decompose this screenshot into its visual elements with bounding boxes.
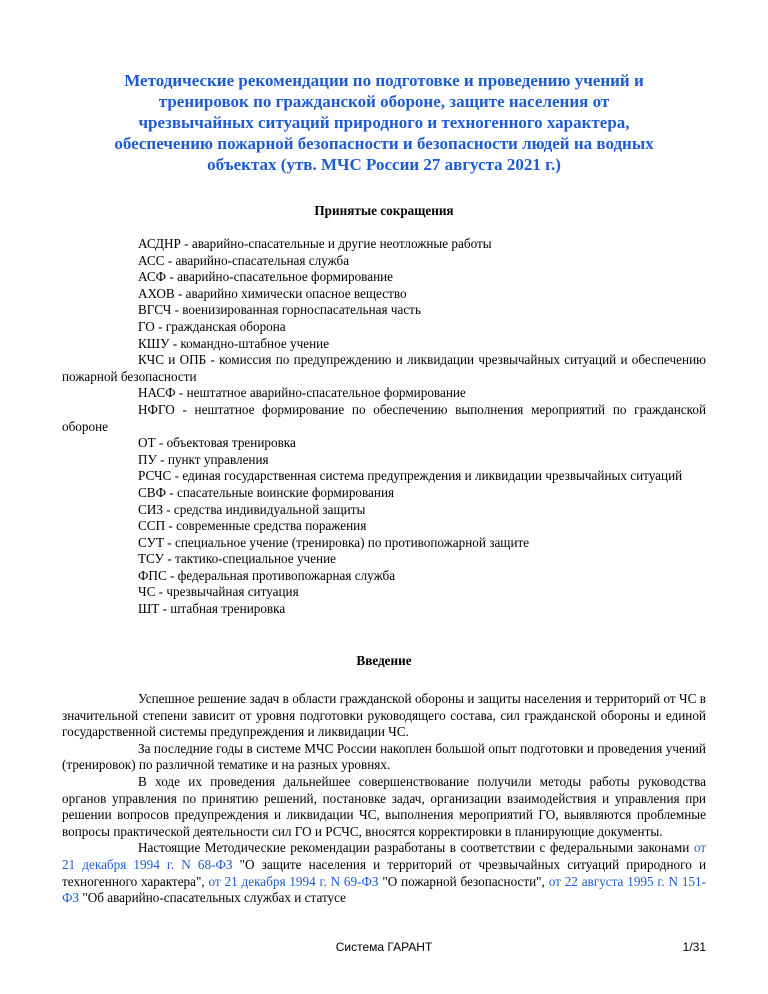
list-item: АСС - аварийно-спасательная служба bbox=[138, 252, 350, 268]
list-item: АХОВ - аварийно химически опасное вещество bbox=[138, 285, 407, 301]
list-item: ССП - современные средства поражения bbox=[138, 518, 367, 534]
list-item: СИЗ - средства индивидуальной защиты bbox=[138, 501, 366, 517]
intro-paragraph-laws bbox=[62, 840, 706, 906]
list-item: СУТ - специальное учение (тренировка) по противопожарной защите bbox=[138, 534, 530, 550]
abbreviations-heading: Принятые сокращения bbox=[314, 203, 454, 218]
text-span: Настоящие Методические рекомендации разработаны в соответствии с федеральными законами bbox=[138, 840, 694, 856]
list-item: РСЧС - единая государственная система предупреждения и ликвидации чрезвычайных ситуаций bbox=[138, 468, 683, 484]
list-item: ТСУ - тактико-специальное учение bbox=[138, 551, 337, 567]
text-span: "Об аварийно-спасательных службах и статусе bbox=[79, 890, 346, 906]
list-item: АСДНР - аварийно-спасательные и другие неотложные работы bbox=[138, 236, 492, 251]
list-item: АСФ - аварийно-спасательное формирование bbox=[138, 269, 394, 285]
law-link-68fz[interactable]: от 21 декабря 1994 г. N 68-ФЗ bbox=[62, 840, 706, 872]
list-item: НАСФ - нештатное аварийно-спасательное формирование bbox=[138, 385, 466, 401]
list-item: ГО - гражданская оборона bbox=[138, 318, 286, 334]
list-item: ПУ - пункт управления bbox=[138, 451, 269, 467]
list-item: ШТ - штабная тренировка bbox=[138, 601, 286, 617]
text-span: "О защите населения и территорий от чрезвычайных ситуаций природного и техногенного характера", bbox=[62, 856, 707, 889]
document-title: Методические рекомендации по подготовке и проведению учений и тренировок по гражданской обороне, защите населения от чрезвычайных ситуаций природного и техногенного характера, обеспечению пожарной безопасности и безопасности людей на водных объектах (утв. МЧС России 27 августа 2021 г.) bbox=[114, 71, 654, 174]
page-number: 1/31 bbox=[682, 940, 706, 954]
intro-paragraph: За последние годы в системе МЧС России накоплен большой опыт подготовки и проведения учений (тренировок) по различной тематике и на разных уровнях. bbox=[62, 740, 706, 773]
list-item: СВФ - спасательные воинские формирования bbox=[138, 484, 395, 500]
law-link-69fz[interactable]: от 21 декабря 1994 г. N 69-ФЗ bbox=[208, 873, 379, 889]
intro-paragraph: В ходе их проведения дальнейшее совершенствование получили методы работы руководства органов управления по принятию решений, постановке задач, организации взаимодействия и управления при решении вопросов предупреждения и ликвидации ЧС, выполнения мероприятий ГО, выявляются проблемные вопросы практической деятельности сил ГО и РСЧС, вносятся корректировки в планирующие документы. bbox=[62, 773, 706, 839]
intro-heading: Введение bbox=[356, 653, 412, 668]
list-item: ВГСЧ - военизированная горноспасательная часть bbox=[138, 302, 421, 318]
list-item: КШУ - командно-штабное учение bbox=[138, 335, 330, 351]
list-item: ФПС - федеральная противопожарная служба bbox=[138, 567, 396, 583]
intro-paragraph: Успешное решение задач в области гражданской обороны и защиты населения и территорий от ЧС в значительной степени зависит от уровня подготовки руководящего состава, сил гражданской обороны и единой государственной системы предупреждения и ликвидации ЧС. bbox=[62, 691, 706, 740]
list-item: НФГО - нештатное формирование по обеспечению выполнения мероприятий по гражданской обороне bbox=[62, 401, 706, 434]
intro-section bbox=[62, 691, 706, 907]
list-item: ОТ - объектовая тренировка bbox=[138, 435, 296, 451]
list-item: КЧС и ОПБ - комиссия по предупреждению и ликвидации чрезвычайных ситуаций и обеспечению пожарной безопасности bbox=[62, 352, 706, 384]
list-item: ЧС - чрезвычайная ситуация bbox=[138, 584, 299, 600]
law-link-151fz[interactable]: от 22 августа 1995 г. N 151-ФЗ bbox=[62, 873, 706, 906]
footer-source: Система ГАРАНТ bbox=[335, 940, 433, 954]
abbreviations-list bbox=[62, 236, 706, 618]
text-span: "О пожарной безопасности", bbox=[378, 873, 549, 889]
